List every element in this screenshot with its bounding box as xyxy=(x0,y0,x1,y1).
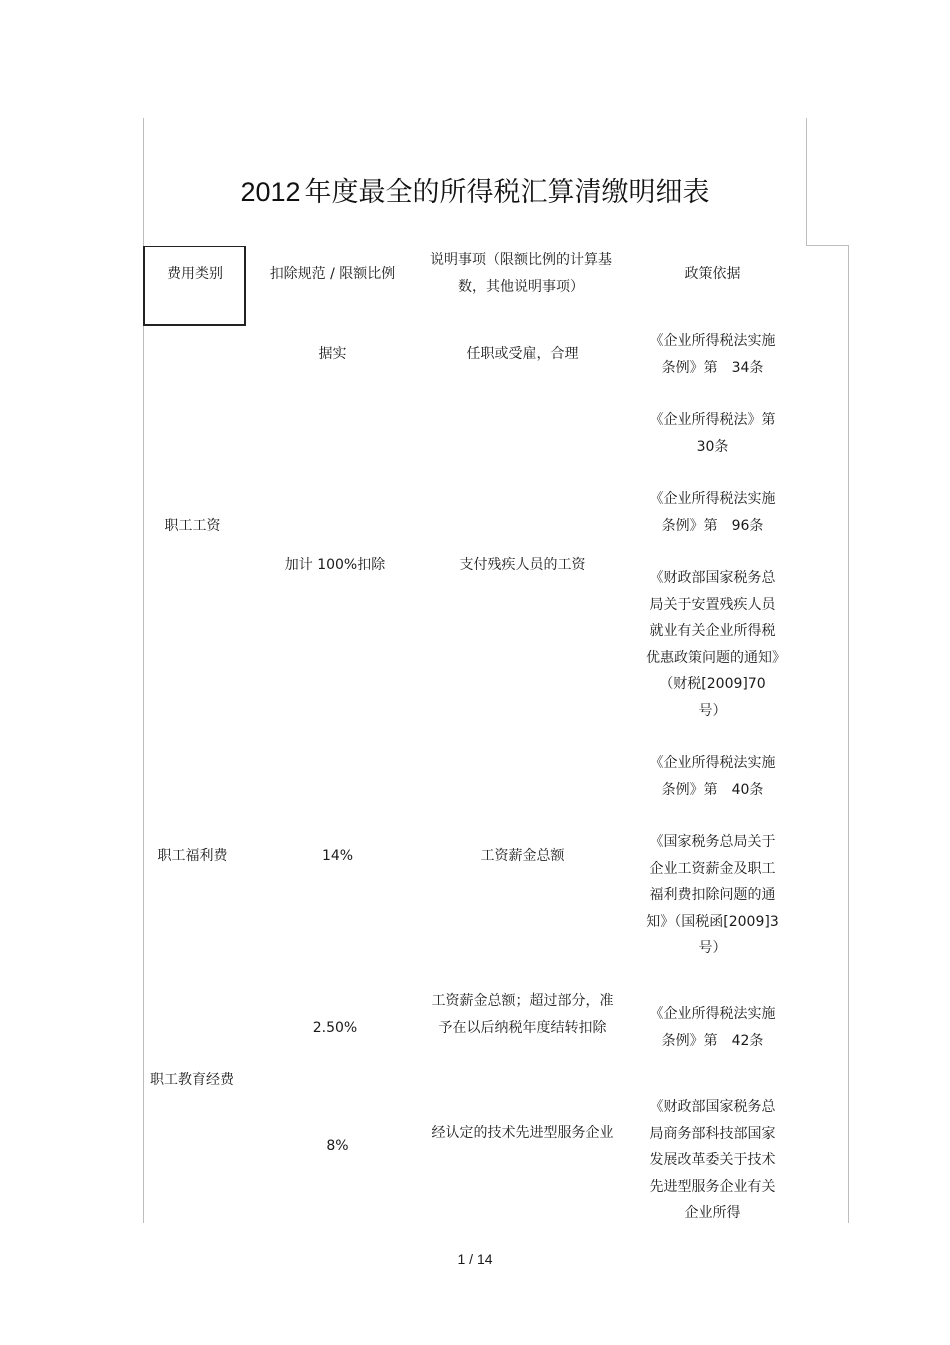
row-welfare-policy-a: 《企业所得税法实施条例》第 40条 xyxy=(649,755,776,798)
row-education-policy-1: 《企业所得税法实施条例》第 42条 xyxy=(649,1006,776,1049)
header-policy: 政策依据 xyxy=(684,266,741,282)
header-category: 费用类别 xyxy=(167,266,223,282)
row-education-deduction-2: 8% xyxy=(326,1138,349,1154)
table-right-border xyxy=(848,245,849,1223)
row-salary-policy-1b: 《企业所得税法》第30条 xyxy=(649,412,776,455)
title-text: 年度最全的所得税汇算清缴明细表 xyxy=(304,177,710,208)
row-education-policy-2: 《财政部国家税务总局商务部科技部国家发展改革委关于技术先进型服务企业有关企业所得 xyxy=(649,1099,776,1221)
row-education-category: 职工教育经费 xyxy=(150,1072,234,1088)
row-salary-notes-2: 支付残疾人员的工资 xyxy=(459,557,586,573)
row-salary-notes-1: 任职或受雇，合理 xyxy=(466,346,579,362)
row-salary-deduction-1: 据实 xyxy=(318,346,347,362)
header-notes: 说明事项（限额比例的计算基数，其他说明事项） xyxy=(430,252,612,295)
row-education-deduction-1: 2.50% xyxy=(312,1020,358,1036)
title-year: 2012 xyxy=(240,177,301,207)
row-education-notes-1: 工资薪金总额；超过部分，准予在以后纳税年度结转扣除 xyxy=(431,993,614,1036)
row-salary-policy-2a: 《企业所得税法实施条例》第 96条 xyxy=(649,491,776,534)
header-deduction: 扣除规范 / 限额比例 xyxy=(269,266,396,282)
page-right-notch xyxy=(806,245,848,246)
row-salary-deduction-2: 加计 100%扣除 xyxy=(284,557,386,573)
document-title xyxy=(0,170,950,209)
row-welfare-category: 职工福利费 xyxy=(157,848,228,864)
row-salary-category: 职工工资 xyxy=(164,518,221,534)
row-welfare-policy-b: 《国家税务总局关于企业工资薪金及职工福利费扣除问题的通知》（国税函[2009]3 号） xyxy=(646,834,793,956)
page-indicator: 1 / 14 xyxy=(457,1251,493,1267)
row-welfare-deduction: 14% xyxy=(321,848,354,864)
row-welfare-notes: 工资薪金总额 xyxy=(480,848,565,864)
row-salary-policy-1a: 《企业所得税法实施条例》第 34条 xyxy=(649,333,776,376)
row-salary-policy-2b: 《财政部国家税务总局关于安置残疾人员就业有关企业所得税优惠政策问题的通知》（财税[2009]70 号） xyxy=(646,570,780,719)
row-education-notes-2: 经认定的技术先进型服务企业 xyxy=(431,1125,614,1141)
